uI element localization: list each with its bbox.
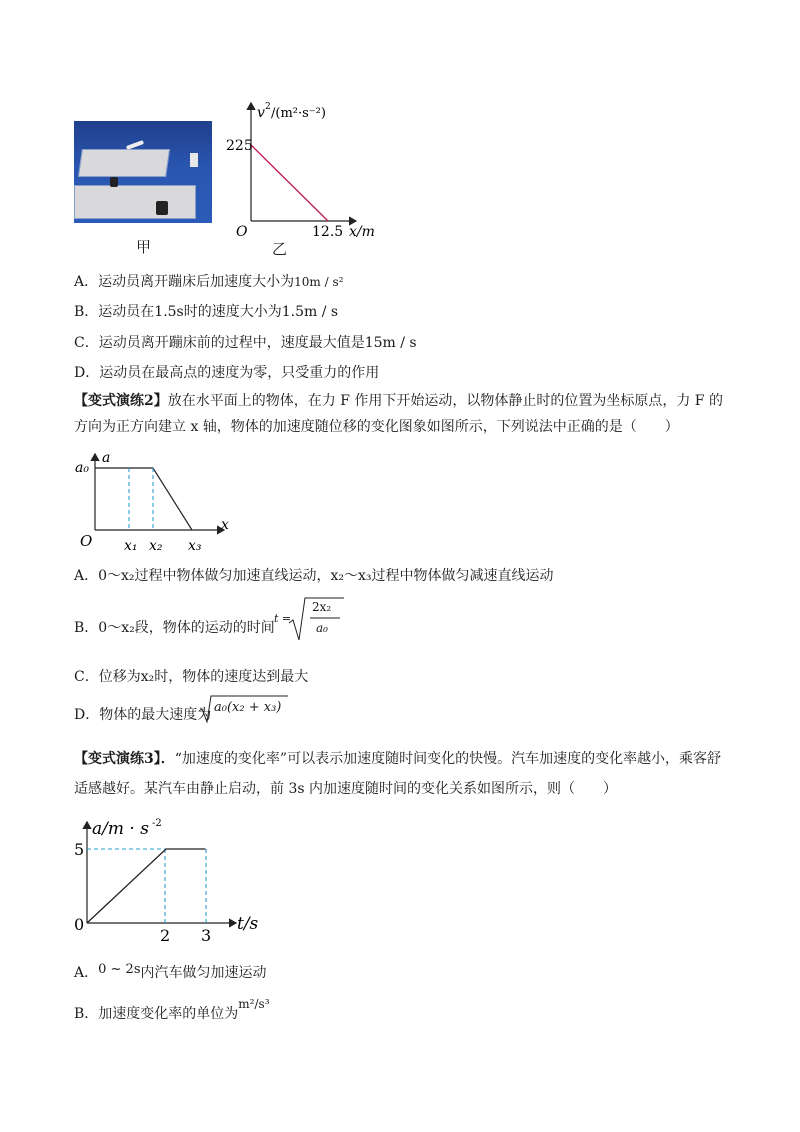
option-a-q3: A．0 ~ 2s内汽车做匀加速运动 xyxy=(74,962,267,981)
x-tick-12-5: 12.5 xyxy=(312,224,344,240)
origin-label-q3: 0 xyxy=(74,915,85,934)
a-curve xyxy=(95,468,192,530)
option-d-q2: D．物体的最大速度为 xyxy=(74,707,212,723)
y-tick-225: 225 xyxy=(226,138,253,154)
q3-stem: 【变式演练3】．“加速度的变化率”可以表示加速度随时间变化的快慢。汽车加速度的变化率越小，乘客舒适感越好。某汽车由静止启动，前 3s 内加速度随时间的变化关系如图所示，则（ ） xyxy=(74,751,722,797)
a-axis-label: a xyxy=(102,450,111,466)
a0-label: a₀ xyxy=(75,460,89,476)
x2-label: x₂ xyxy=(149,538,163,554)
a-x-graph xyxy=(72,446,242,556)
y-axis-unit: /(m²·s⁻²) xyxy=(271,106,326,121)
option-b-q2: B．0～x₂段，物体的运动的时间 xyxy=(74,620,275,636)
origin-label-q2: O xyxy=(80,532,93,550)
option-b-q1: B．运动员在1.5s时的速度大小为1.5m / s xyxy=(74,304,339,320)
y-tick-5: 5 xyxy=(74,840,85,859)
option-a-q2: A．0～x₂过程中物体做匀加速直线运动，x₂～x₃过程中物体做匀减速直线运动 xyxy=(74,568,554,584)
y-axis-label: v xyxy=(257,105,265,121)
photo-caption: 甲 xyxy=(136,238,152,256)
a-axis-label-q3: a/m · s xyxy=(92,819,149,839)
origin-label: O xyxy=(236,224,248,240)
x1-label: x₁ xyxy=(124,538,138,554)
v2-line xyxy=(251,145,328,221)
y-axis-label-sup: 2 xyxy=(265,102,271,112)
formula-time: t = 2x₂ a₀ xyxy=(272,596,344,646)
option-c-q2: C．位移为x₂时，物体的速度达到最大 xyxy=(74,669,309,685)
trampoline-photo xyxy=(74,121,212,223)
a-t-line xyxy=(87,849,206,923)
graph-caption: 乙 xyxy=(272,240,288,258)
t-tick-2: 2 xyxy=(160,926,171,944)
x3-label: x₃ xyxy=(188,538,202,554)
t-tick-3: 3 xyxy=(201,926,212,944)
x-axis-label: x/m xyxy=(349,224,375,240)
x-axis-label-q2: x xyxy=(221,517,229,533)
v2-x-graph xyxy=(220,95,390,255)
option-a-q1: A．运动员离开蹦床后加速度大小为10m / s² xyxy=(74,274,344,290)
option-c-q1: C．运动员离开蹦床前的过程中，速度最大值是15m / s xyxy=(74,335,417,351)
a-t-graph xyxy=(70,812,270,944)
option-b-q3: B．加速度变化率的单位为m²/s³ xyxy=(74,997,270,1022)
t-axis-label: t/s xyxy=(237,914,259,934)
a-axis-label-sup: -2 xyxy=(152,818,162,829)
option-d-q1: D．运动员在最高点的速度为零，只受重力的作用 xyxy=(74,365,380,381)
q2-stem: 【变式演练2】放在水平面上的物体，在力 F 作用下开始运动，以物体静止时的位置为坐标原点，力 F 的方向为正方向建立 x 轴，物体的加速度随位移的变化图象如图所示，下列说法中正确的是（ ） xyxy=(74,393,723,435)
